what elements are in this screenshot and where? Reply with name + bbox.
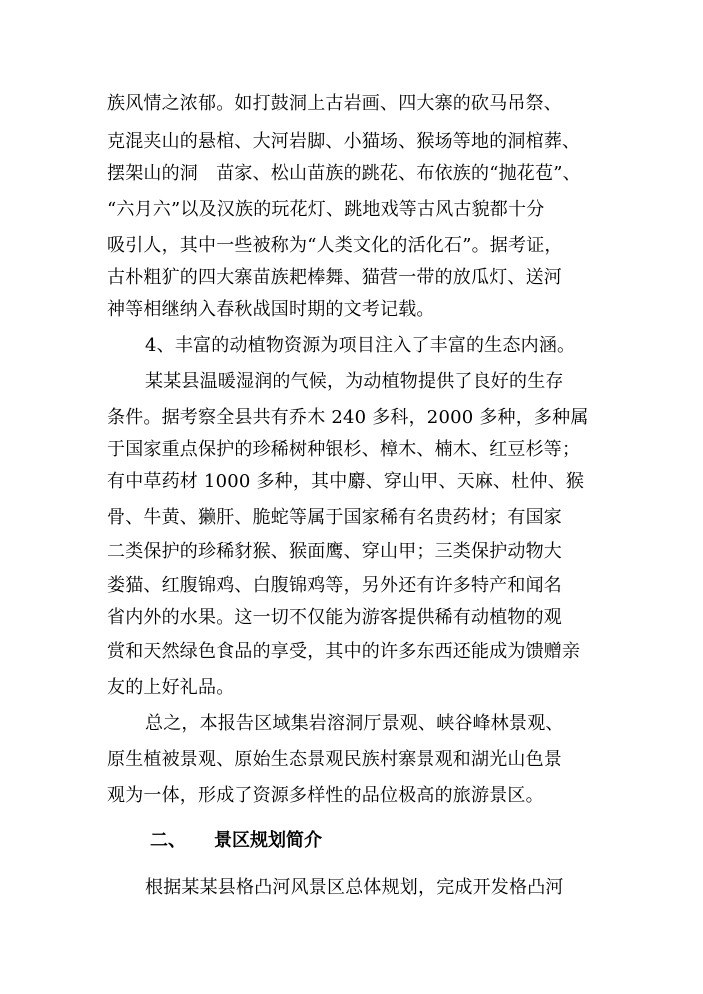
- text-line-2: 克混夹山的悬棺、大河岩脚、小猫场、猴场等地的洞棺葬、: [107, 131, 581, 152]
- section-heading: 景区规划简介: [214, 830, 322, 851]
- text-line-12: 有中草药材 1000 多种，其中麝、穿山甲、天麻、杜仲、猴: [107, 471, 585, 492]
- text-line-3: 摆架山的洞 苗家、松山苗族的跳花、布依族的“抛花苞”、: [107, 163, 581, 184]
- text-line-1: 族风情之浓郁。如打鼓洞上古岩画、四大寨的砍马吊祭、: [107, 93, 562, 114]
- text-line-4: “六月六”以及汉族的玩花灯、跳地戏等古风古貌都十分: [107, 199, 545, 220]
- text-line-11: 于国家重点保护的珍稀树种银杉、樟木、楠木、红豆杉等；: [107, 439, 581, 460]
- text-line-19: 总之，本报告区域集岩溶洞厅景观、峡谷峰林景观、: [145, 713, 564, 734]
- text-line-20: 原生植被景观、原始生态景观民族村寨景观和湖光山色景: [107, 749, 562, 770]
- text-line-13: 骨、牛黄、獭肝、脆蛇等属于国家稀有名贵药材；有国家: [107, 507, 562, 528]
- text-line-8: 4、丰富的动植物资源为项目注入了丰富的生态内涵。: [145, 335, 576, 356]
- text-line-9: 某某县温暖湿润的气候，为动植物提供了良好的生存: [145, 371, 564, 392]
- text-line-14: 二类保护的珍稀豺猴、猴面鹰、穿山甲；三类保护动物大: [107, 541, 562, 562]
- text-line-6: 古朴粗犷的四大寨苗族耙棒舞、猫营一带的放瓜灯、送河: [107, 267, 562, 288]
- text-line-22: 根据某某县格凸河风景区总体规划，完成开发格凸河: [145, 877, 564, 898]
- text-line-17: 赏和天然绿色食品的享受，其中的许多东西还能成为馈赠亲: [107, 641, 581, 662]
- section-number: 二、: [150, 830, 186, 851]
- text-line-15: 娄猫、红腹锦鸡、白腹锦鸡等，另外还有许多特产和闻名: [107, 575, 562, 596]
- text-line-5: 吸引人，其中一些被称为“人类文化的活化石”。据考证，: [107, 235, 563, 256]
- text-line-16: 省内外的水果。这一切不仅能为游客提供稀有动植物的观: [107, 607, 562, 628]
- text-line-18: 友的上好礼品。: [107, 677, 235, 698]
- text-line-7: 神等相继纳入春秋战国时期的文考记载。: [107, 299, 435, 320]
- text-line-10: 条件。据考察全县共有乔木 240 多科，2000 多种，多种属: [107, 407, 589, 428]
- text-line-21: 观为一体，形成了资源多样性的品位极高的旅游景区。: [107, 785, 544, 806]
